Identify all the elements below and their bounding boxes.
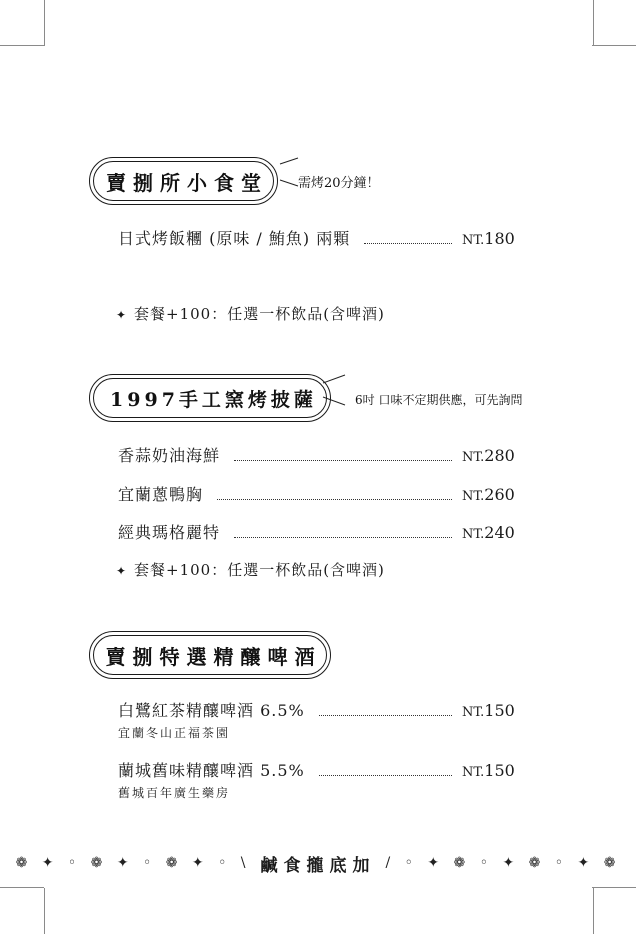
item-name: 經典瑪格麗特 [118,523,221,542]
section-title-badge [93,378,327,418]
item-price [462,523,520,542]
section-note [298,172,380,191]
note-text: 需烤20分鐘！ [298,176,380,191]
menu-item-row [118,443,520,465]
item-price [462,701,520,720]
dot-leader [319,703,452,716]
currency: NT. [462,233,485,248]
combo-text: 套餐+100：任選一杯飲品(含啤酒) [134,305,385,323]
note-bracket-icon [280,160,300,200]
note-text: 6吋 口味不定期供應，可先詢問 [355,393,523,407]
price-value: 150 [484,761,515,780]
dot-leader [319,763,452,776]
currency: NT. [462,489,485,504]
crop-mark [593,0,594,46]
dot-leader [234,448,452,461]
dot-leader [364,231,452,244]
item-price [462,761,520,780]
menu-item-row [118,520,520,542]
currency: NT. [462,527,485,542]
crop-mark [593,888,594,934]
section-title: 1997手工窯烤披薩 [110,388,317,411]
crop-mark [44,0,45,46]
item-origin: 舊城百年廣生藥房 [118,786,231,800]
footer-ornament-left: ❁ ✦ ◦ ❁ ✦ ◦ ❁ ✦ ◦ \ [15,855,251,871]
crop-mark [0,887,44,888]
crop-mark [0,45,44,46]
menu-item-row [118,758,520,780]
crop-mark [44,888,45,934]
price-value: 150 [484,701,515,720]
item-name: 宜蘭蔥鴨胸 [118,485,204,504]
footer-ornament-right: / ◦ ✦ ❁ ◦ ✦ ❁ ◦ ✦ ❁ [385,855,621,871]
currency: NT. [462,765,485,780]
item-origin: 宜蘭冬山正福茶園 [118,726,231,740]
currency: NT. [462,705,485,720]
footer-title: 鹹食攏底加 [260,855,376,876]
section-title: 賣捌特選精釀啤酒 [105,644,322,669]
price-value: 240 [484,523,515,542]
section-title-badge [93,161,274,201]
section-note [355,391,522,408]
item-price [462,229,520,248]
dot-leader [217,487,452,500]
crop-mark [592,45,636,46]
dot-leader [234,525,452,538]
price-value: 180 [484,229,515,248]
section-title-badge [93,635,327,675]
menu-item-row [118,226,520,248]
price-value: 280 [484,446,515,465]
section-title: 賣捌所小食堂 [106,170,268,195]
footer-banner [0,852,636,874]
combo-text: 套餐+100：任選一杯飲品(含啤酒) [134,561,385,579]
note-bracket-icon [337,379,357,419]
menu-item-row [118,698,520,720]
combo-note [116,559,385,580]
price-value: 260 [484,485,515,504]
crop-mark [592,887,636,888]
currency: NT. [462,450,485,465]
item-name: 白鷺紅茶精釀啤酒 6.5% [118,701,305,720]
four-point-star-icon: ✦ [116,564,128,578]
four-point-star-icon: ✦ [116,308,128,322]
item-name: 香蒜奶油海鮮 [118,446,221,465]
item-name: 日式烤飯糰 (原味 / 鮪魚) 兩顆 [118,229,351,248]
item-price [462,485,520,504]
item-name: 蘭城舊味精釀啤酒 5.5% [118,761,305,780]
combo-note [116,303,385,324]
item-price [462,446,520,465]
menu-item-row [118,482,520,504]
